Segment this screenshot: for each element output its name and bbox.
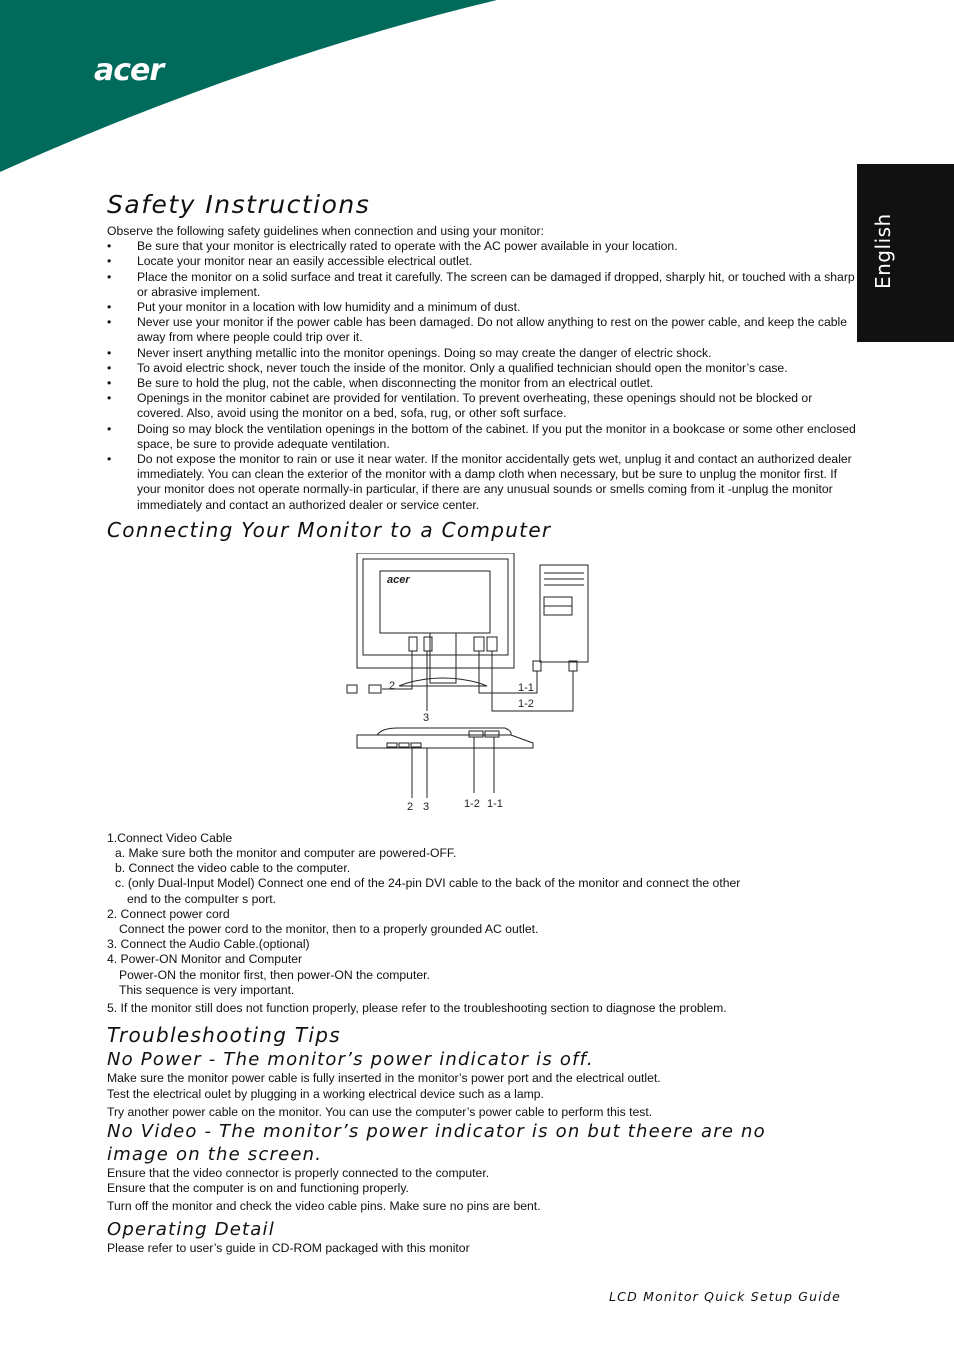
- label-1-1-top: 1-1: [518, 681, 534, 694]
- list-item: • Do not expose the monitor to rain or use it near water. If the monitor accidentally gets wet, unplug it and contact an authorized dealer immediately. You can clean the exterior of the monitor with a damp cloth when necessary, but be sure to unplug the monitor first. If your monitor does not operate normally-in particular, if there are any unusual sounds or smells coming from it -unplug the monitor immediately and contact an authorized dealer or service center.: [107, 452, 857, 513]
- footer-title: LCD Monitor Quick Setup Guide: [609, 1289, 841, 1304]
- no-power-title: No Power - The monitor’s power indicator is off.: [107, 1049, 594, 1071]
- label-2-bottom: 2: [407, 800, 414, 813]
- list-item: • Be sure to hold the plug, not the cable, when disconnecting the monitor from an electrical outlet.: [107, 376, 857, 391]
- list-item: • To avoid electric shock, never touch the inside of the monitor. Only a qualified technician should open the monitor’s case.: [107, 361, 857, 376]
- audio-port: [424, 637, 432, 651]
- step-line: Power-ON the monitor first, then power-ON the computer.: [119, 967, 430, 982]
- no-power-line: Make sure the monitor power cable is fully inserted in the monitor’s power port and the electrical outlet.: [107, 1071, 661, 1086]
- step-line: 3. Connect the Audio Cable.(optional): [107, 937, 310, 952]
- step-line: end to the compuIter s port.: [127, 891, 277, 906]
- header-banner: [0, 0, 954, 180]
- label-1-2-top: 1-2: [518, 697, 534, 710]
- list-item: • Doing so may block the ventilation openings in the bottom of the cabinet. If you put the monitor in a bookcase or some other enclosed space, be sure to provide adequate ventilation.: [107, 422, 857, 452]
- safety-title: Safety Instructions: [107, 190, 371, 219]
- step-line: b. Connect the video cable to the computer.: [115, 861, 351, 876]
- operating-text: Please refer to user’s guide in CD-ROM packaged with this monitor: [107, 1240, 470, 1255]
- no-video-line: Ensure that the computer is on and functioning properly.: [107, 1181, 409, 1196]
- label-3-top: 3: [423, 711, 430, 724]
- no-power-line: Test the electrical oulet by plugging in a working electrical device such as a lamp.: [107, 1086, 544, 1101]
- connection-steps: [107, 831, 857, 1016]
- power-port: [409, 637, 417, 651]
- list-item: • Never use your monitor if the power cable has been damaged. Do not allow anything to rest on the power cable, and keep the cable away from where people could trip over it.: [107, 315, 857, 345]
- list-item: • Never insert anything metallic into the monitor openings. Doing so may create the danger of electric shock.: [107, 346, 857, 361]
- no-video-line: Turn off the monitor and check the video cable pins. Make sure no pins are bent.: [107, 1199, 541, 1214]
- step-line: This sequence is very important.: [119, 982, 295, 997]
- list-item: • Put your monitor in a location with low humidity and a minimum of dust.: [107, 300, 857, 315]
- no-video-title: No Video - The monitor’s power indicator is on but theere are no image on the screen.: [107, 1120, 766, 1165]
- dvi-port: [487, 637, 497, 651]
- power-plug: [347, 685, 357, 693]
- vga-port: [474, 637, 484, 651]
- list-item: • Openings in the monitor cabinet are provided for ventilation. To prevent overheating, these openings should not be blocked or covered. Also, avoid using the monitor on a bed, sofa, rug, or other soft surface.: [107, 391, 857, 421]
- connecting-title: Connecting Your Monitor to a Computer: [107, 517, 552, 542]
- step-line: c. (only Dual-Input Model) Connect one end of the 24-pin DVI cable to the back of the monitor and connect the other: [115, 876, 741, 891]
- no-video-line: Ensure that the video connector is properly connected to the computer.: [107, 1165, 490, 1180]
- connection-diagram: [107, 553, 857, 815]
- troubleshooting-title: Troubleshooting Tips: [107, 1023, 341, 1048]
- operating-title: Operating Detail: [107, 1218, 275, 1240]
- list-item: • Place the monitor on a solid surface and treat it carefully. The screen can be damaged if dropped, sharply hit, or touched with a sharp or abrasive implement.: [107, 270, 857, 300]
- computer-tower: [540, 565, 588, 662]
- no-power-line: Try another power cable on the monitor. You can use the computer’s power cable to perform this test.: [107, 1104, 653, 1119]
- language-label: English: [871, 213, 895, 289]
- monitor-bottom: [357, 735, 533, 748]
- step-line: Connect the power cord to the monitor, then to a properly grounded AC outlet.: [119, 922, 539, 937]
- label-2-top: 2: [389, 679, 396, 692]
- safety-list: [107, 239, 857, 513]
- safety-intro: Observe the following safety guidelines when connection and using your monitor:: [107, 224, 544, 238]
- diagram-logo: acer: [387, 573, 410, 586]
- language-tab: [857, 164, 954, 342]
- label-1-2-bottom: 1-2: [464, 797, 480, 810]
- label-1-1-bottom: 1-1: [487, 797, 503, 810]
- list-item: • Be sure that your monitor is electrically rated to operate with the AC power available in your location.: [107, 239, 857, 254]
- step-line: 4. Power-ON Monitor and Computer: [107, 952, 303, 967]
- step-line: 1.Connect Video Cable: [107, 830, 233, 845]
- list-item: • Locate your monitor near an easily accessible electrical outlet.: [107, 254, 857, 269]
- monitor-stand: [430, 633, 456, 683]
- label-3-bottom: 3: [423, 800, 430, 813]
- page-content: [107, 188, 857, 1256]
- acer-logo: acer: [94, 53, 164, 88]
- diagram-svg: [107, 553, 857, 815]
- step-line: a. Make sure both the monitor and computer are powered-OFF.: [115, 846, 457, 861]
- step-line: 2. Connect power cord: [107, 906, 230, 921]
- step-line: 5. If the monitor still does not function properly, please refer to the troubleshooting section to diagnose the problem.: [107, 1001, 727, 1016]
